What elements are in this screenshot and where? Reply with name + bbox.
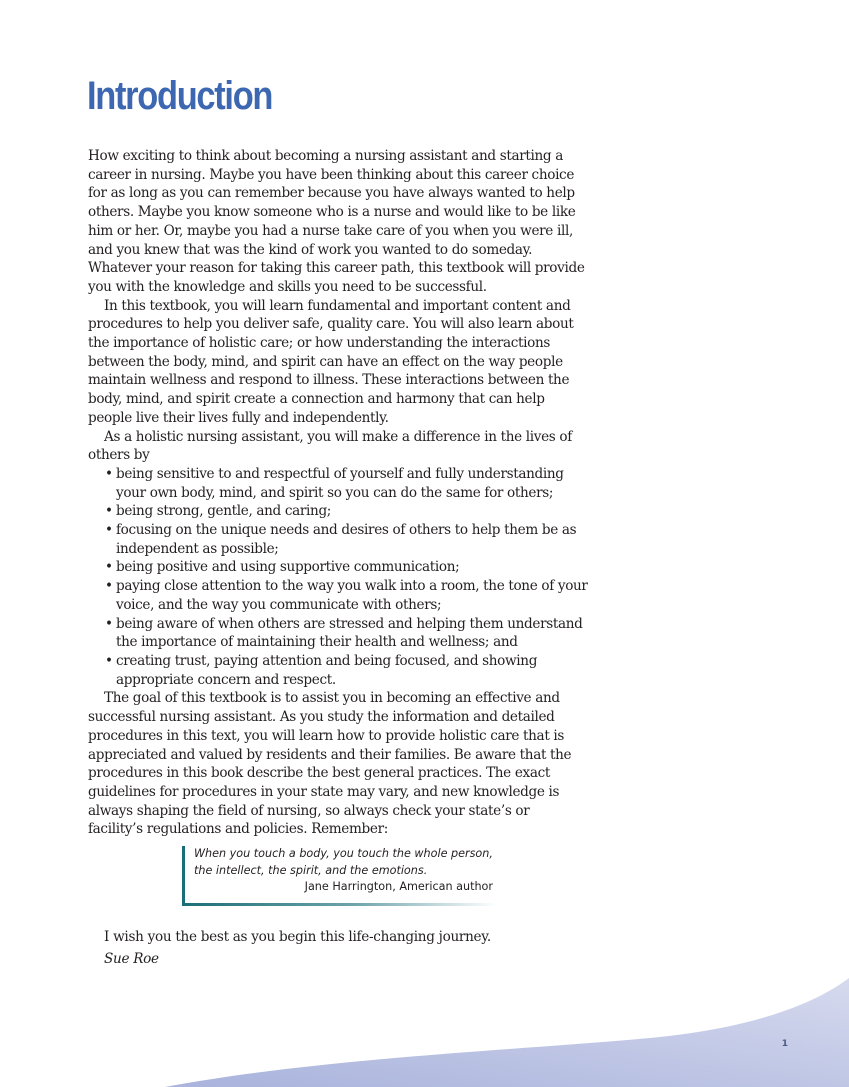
list-item: • creating trust, paying attention and being focused, and showing appropriate concern and respect. [105, 652, 538, 688]
list-item: • being positive and using supportive communication; [105, 559, 460, 576]
quote-line-2: the intellect, the spirit, and the emotions. [194, 863, 428, 877]
bullet-icon: • [105, 465, 113, 482]
paragraph-4: The goal of this textbook is to assist you in becoming an effective and successful nursing assistant. As you study the information and detailed procedures in this text, you will learn how to provide holistic care that is appreciated and valued by residents and their families. Be aware that the procedures in this book describe the best general practices. The exact guidelines for procedures in your state may vary, and new knowledge is always shaping the field of nursing, so always check your state’s or facility’s regulations and policies. Remember: [88, 690, 572, 838]
list-item: • being sensitive to and respectful of yourself and fully understanding your own body, mind, and spirit so you can do the same for others; [105, 465, 564, 501]
quote-line-1: When you touch a body, you touch the whole person, [194, 847, 493, 860]
bullet-icon: • [105, 503, 113, 520]
paragraph-1: How exciting to think about becoming a nursing assistant and starting a career in nursing. Maybe you have been thinking about this career choice for as long as you can remember because you have always wanted to help others. Maybe you know someone who is a nurse and would like to be like him or her. Or, maybe you had a nurse take care of you when you were ill, and you knew that was the kind of work you wanted to do someday. Whatever your reason for taking this career path, this textbook will provide you with the knowledge and skills you need to be successful. [88, 148, 585, 295]
list-item: • being aware of when others are stressed and helping them understand the importance of maintaining their health and wellness; and [105, 615, 583, 651]
paragraph-3: As a holistic nursing assistant, you will make a difference in the lives of others by [88, 428, 572, 464]
bullet-icon: • [105, 522, 113, 539]
list-item: • paying close attention to the way you walk into a room, the tone of your voice, and the way you communicate with others; [105, 578, 588, 613]
bullet-icon: • [105, 578, 113, 595]
page-title: Introduction [87, 74, 273, 118]
wave-shape [165, 978, 849, 1087]
bullet-icon: • [105, 652, 113, 669]
bullet-icon: • [105, 559, 113, 576]
page-number: 1 [781, 1039, 788, 1049]
list-item: • being strong, gentle, and caring; [105, 503, 332, 520]
list-item: • focusing on the unique needs and desires of others to help them be as independent as possible; [105, 522, 577, 557]
signature: Sue Roe [104, 951, 159, 967]
quote-attribution: Jane Harrington, American author [304, 880, 493, 893]
closing-wish: I wish you the best as you begin this life-changing journey. [104, 929, 491, 945]
bullet-icon: • [105, 615, 113, 632]
paragraph-2: In this textbook, you will learn fundamental and important content and procedures to help you deliver safe, quality care. You will also learn about the importance of holistic care; or how understanding the interactions between the body, mind, and spirit can have an effect on the way people maintain wellness and respond to illness. These interactions between the body, mind, and spirit create a connection and harmony that can help people live their lives fully and independently. [88, 297, 574, 426]
